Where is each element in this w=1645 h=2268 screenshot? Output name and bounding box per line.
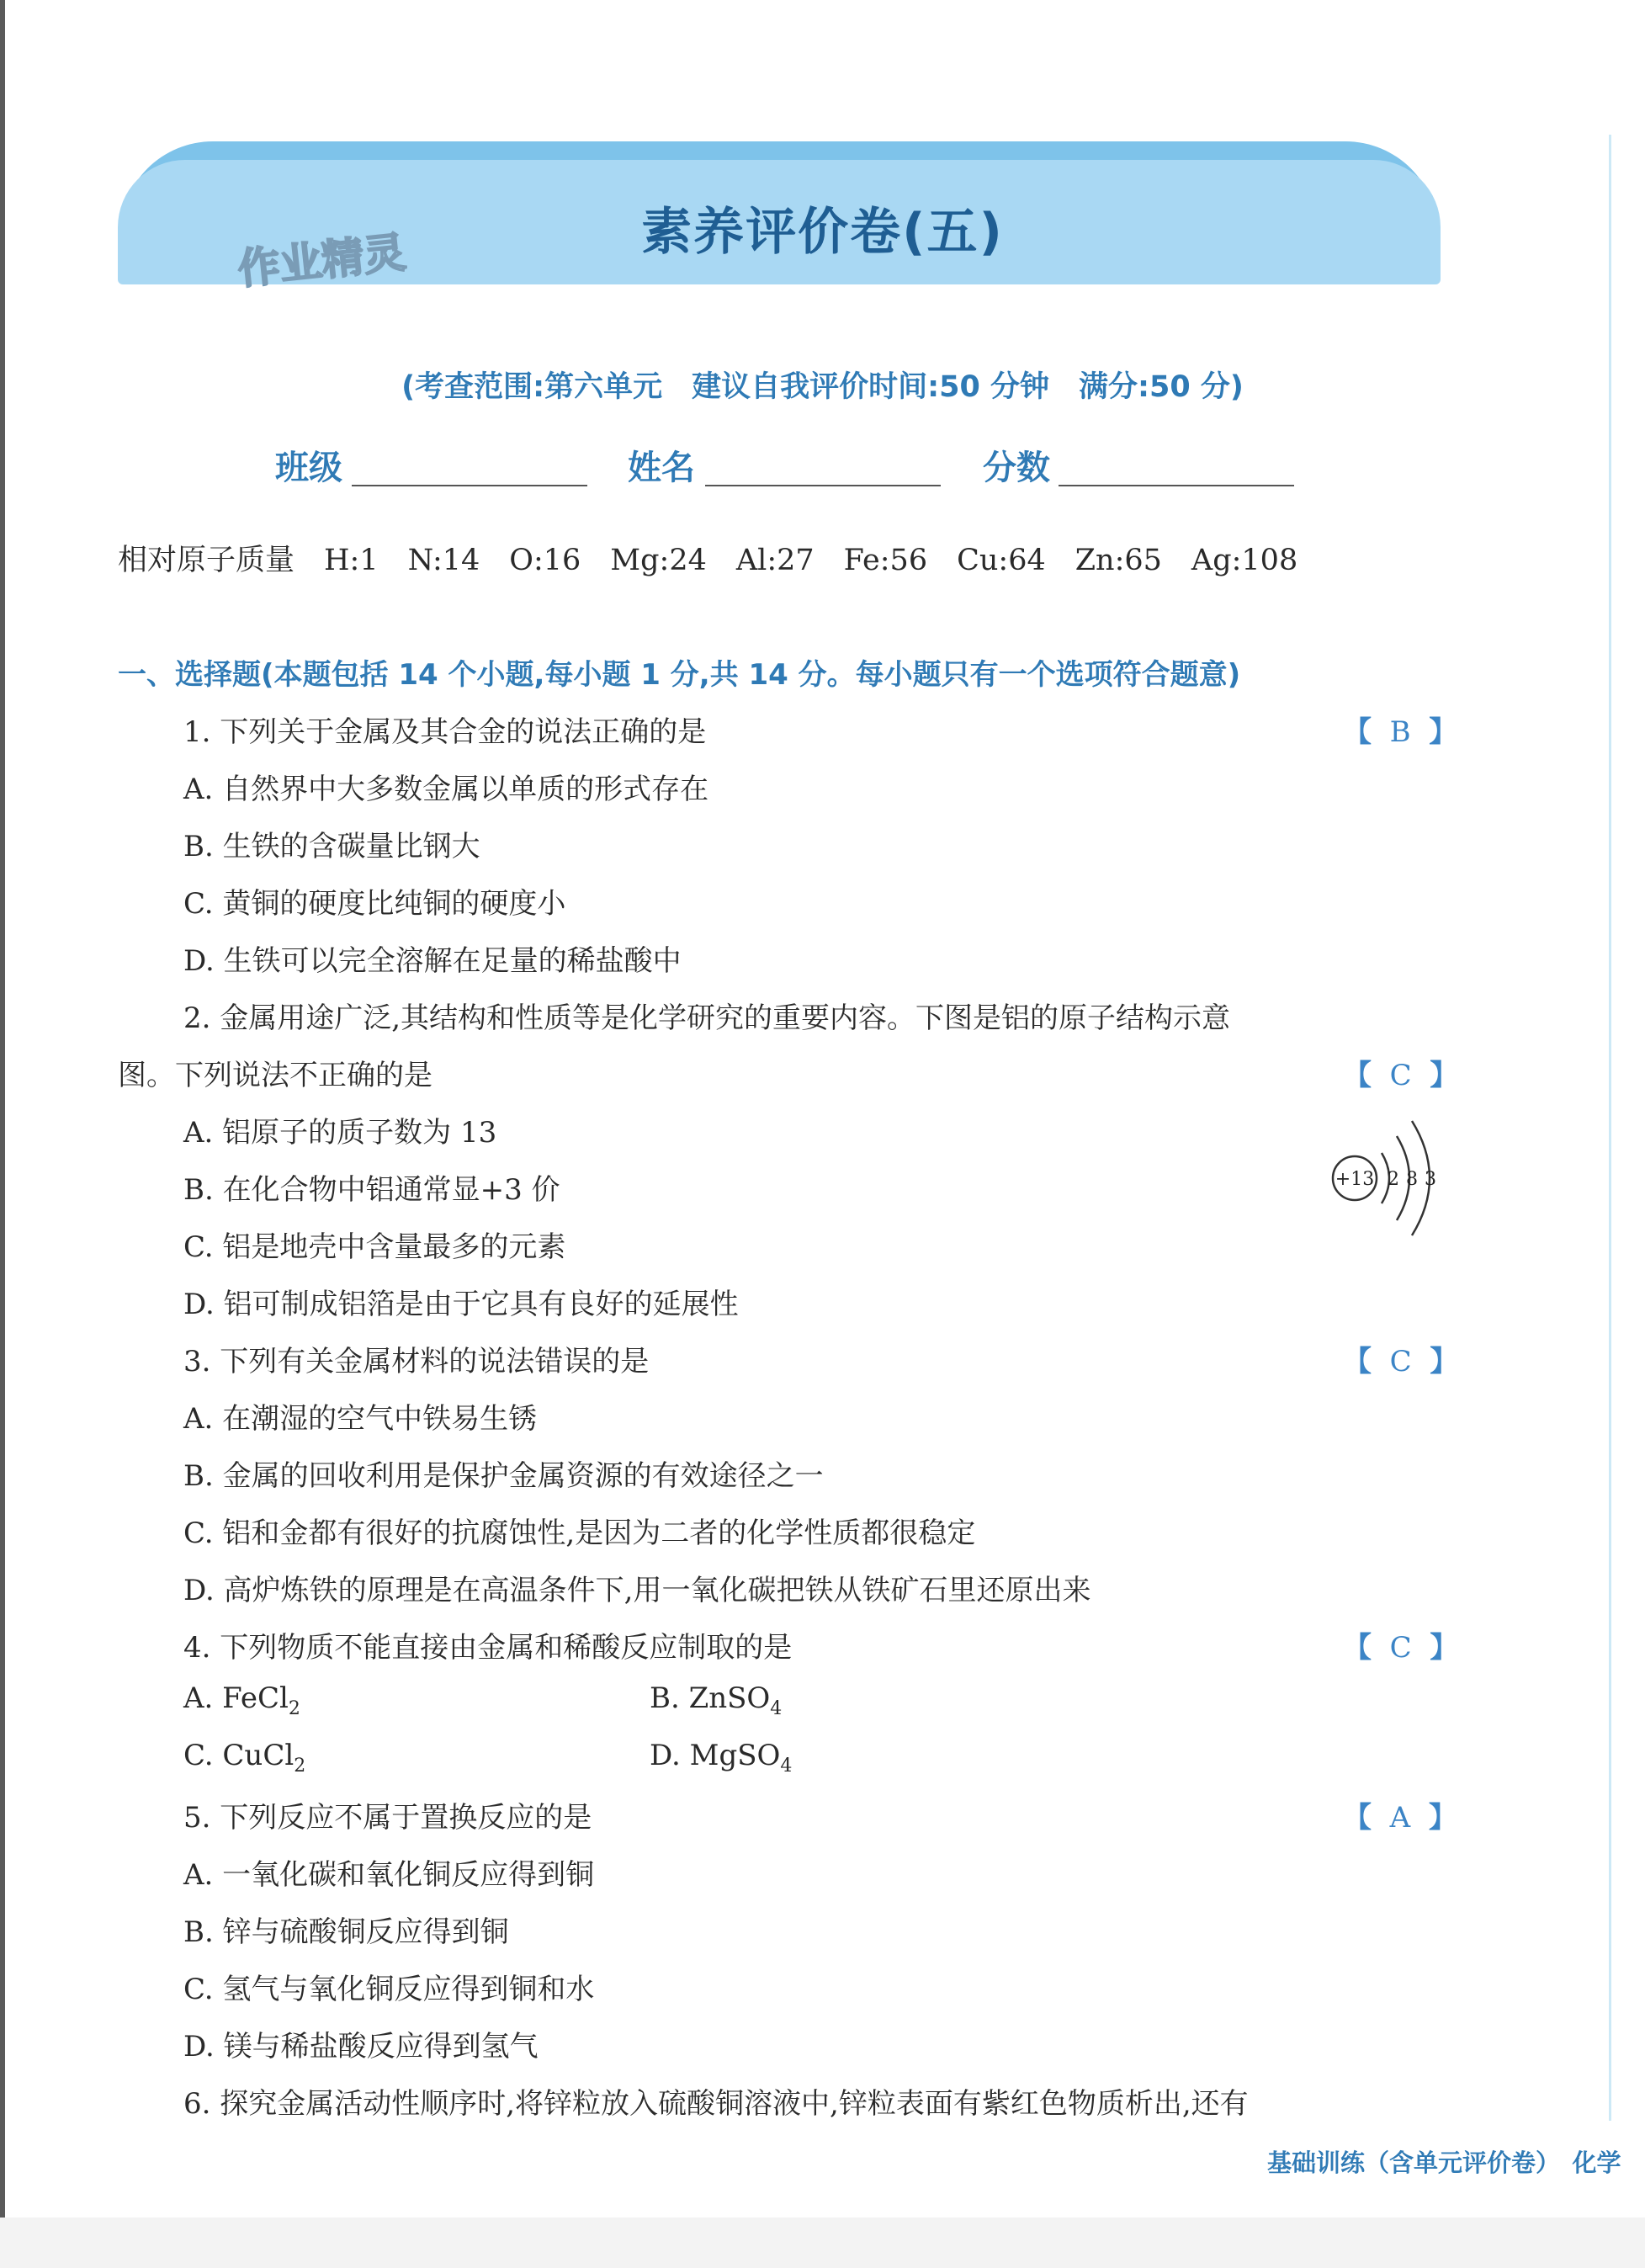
page-title: 素养评价卷(五)	[641, 203, 1004, 262]
shell-electrons: 8	[1406, 1169, 1418, 1190]
option-text: B. ZnSO	[650, 1681, 771, 1715]
subscript: 2	[288, 1698, 300, 1719]
bracket-open: 【	[1343, 1631, 1372, 1665]
option: D. 铝可制成铝箔是由于它具有良好的延展性	[183, 1288, 739, 1321]
bracket-close: 】	[1430, 1631, 1459, 1665]
option-text: D. MgSO	[650, 1739, 781, 1772]
bracket-close: 】	[1430, 1345, 1459, 1378]
bracket-open: 【	[1343, 715, 1372, 749]
nucleus-charge: +13	[1335, 1169, 1375, 1190]
name-label: 姓名	[628, 449, 695, 487]
question-4-answer	[1343, 1624, 1458, 1665]
question-2-stem-cont: 图。下列说法不正确的是	[118, 1059, 432, 1092]
name-field[interactable]	[705, 485, 941, 486]
aluminum-atom-diagram	[1321, 1111, 1456, 1246]
option: C. 黄铜的硬度比纯铜的硬度小	[183, 887, 566, 921]
option: B. 金属的回收利用是保护金属资源的有效途径之一	[183, 1459, 824, 1493]
subscript: 2	[294, 1755, 306, 1777]
answer-letter: A	[1389, 1801, 1411, 1835]
subscript: 4	[770, 1698, 783, 1719]
exam-scope: (考查范围:第六单元 建议自我评价时间:50 分钟 满分:50 分)	[401, 370, 1244, 404]
option: B. 在化合物中铝通常显+3 价	[183, 1173, 560, 1207]
question-2-answer	[1343, 1052, 1458, 1093]
question-5-answer	[1343, 1794, 1457, 1835]
question-2-stem: 2. 金属用途广泛,其结构和性质等是化学研究的重要内容。下图是铝的原子结构示意	[183, 1001, 1231, 1035]
option: A. 铝原子的质子数为 13	[183, 1116, 497, 1150]
bracket-open: 【	[1343, 1801, 1372, 1835]
bracket-close: 】	[1430, 1059, 1459, 1092]
section-heading: 一、选择题(本题包括 14 个小题,每小题 1 分,共 14 分。每小题只有一个选项符合题意)	[118, 658, 1241, 692]
answer-letter: C	[1389, 1631, 1412, 1665]
option	[650, 1739, 792, 1777]
option: A. 在潮湿的空气中铁易生锈	[183, 1402, 538, 1436]
bracket-close: 】	[1429, 715, 1458, 749]
question-4-stem: 4. 下列物质不能直接由金属和稀酸反应制取的是	[183, 1631, 793, 1665]
atomic-mass-table: 相对原子质量 H:1 N:14 O:16 Mg:24 Al:27 Fe:56 Cu:64 Zn:65 Ag:108	[118, 544, 1298, 577]
option	[183, 1739, 305, 1777]
option-text: A. FeCl	[183, 1681, 289, 1715]
question-3-answer	[1343, 1338, 1458, 1379]
question-3-stem: 3. 下列有关金属材料的说法错误的是	[183, 1345, 650, 1378]
question-1-stem: 1. 下列关于金属及其合金的说法正确的是	[183, 715, 707, 749]
option	[183, 1681, 300, 1719]
margin-rule	[1609, 135, 1611, 2121]
question-6-stem: 6. 探究金属活动性顺序时,将锌粒放入硫酸铜溶液中,锌粒表面有紫红色物质析出,还有	[183, 2087, 1249, 2121]
book-footer: 基础训练（含单元评价卷） 化学	[1267, 2148, 1621, 2177]
option: C. 铝是地壳中含量最多的元素	[183, 1230, 566, 1264]
option	[650, 1681, 782, 1719]
bracket-open: 【	[1343, 1059, 1372, 1092]
score-field[interactable]	[1059, 485, 1294, 486]
bracket-close: 】	[1428, 1801, 1457, 1835]
option: C. 氢气与氧化铜反应得到铜和水	[183, 1973, 595, 2006]
option: D. 高炉炼铁的原理是在高温条件下,用一氧化碳把铁从铁矿石里还原出来	[183, 1574, 1091, 1607]
page-edge	[0, 0, 5, 2268]
option: B. 生铁的含碳量比钢大	[183, 830, 480, 863]
shell-electrons: 3	[1425, 1169, 1436, 1190]
answer-letter: C	[1389, 1059, 1412, 1092]
question-1-answer	[1343, 709, 1457, 750]
option: D. 镁与稀盐酸反应得到氢气	[183, 2030, 539, 2064]
subscript: 4	[780, 1755, 793, 1777]
class-label: 班级	[275, 449, 342, 487]
score-label: 分数	[983, 449, 1050, 487]
option-text: C. CuCl	[183, 1739, 295, 1772]
option: C. 铝和金都有很好的抗腐蚀性,是因为二者的化学性质都很稳定	[183, 1516, 976, 1550]
option: A. 一氧化碳和氧化铜反应得到铜	[183, 1858, 595, 1892]
answer-letter: B	[1389, 715, 1411, 749]
watermark: 作业精灵	[235, 227, 408, 295]
question-5-stem: 5. 下列反应不属于置换反应的是	[183, 1801, 592, 1835]
answer-letter: C	[1389, 1345, 1412, 1378]
shell-electrons: 2	[1388, 1169, 1399, 1190]
class-field[interactable]	[352, 485, 587, 486]
option: A. 自然界中大多数金属以单质的形式存在	[183, 773, 709, 806]
option: D. 生铁可以完全溶解在足量的稀盐酸中	[183, 944, 682, 978]
page-bottom-shade	[0, 2218, 1645, 2268]
option: B. 锌与硫酸铜反应得到铜	[183, 1915, 509, 1949]
bracket-open: 【	[1343, 1345, 1372, 1378]
